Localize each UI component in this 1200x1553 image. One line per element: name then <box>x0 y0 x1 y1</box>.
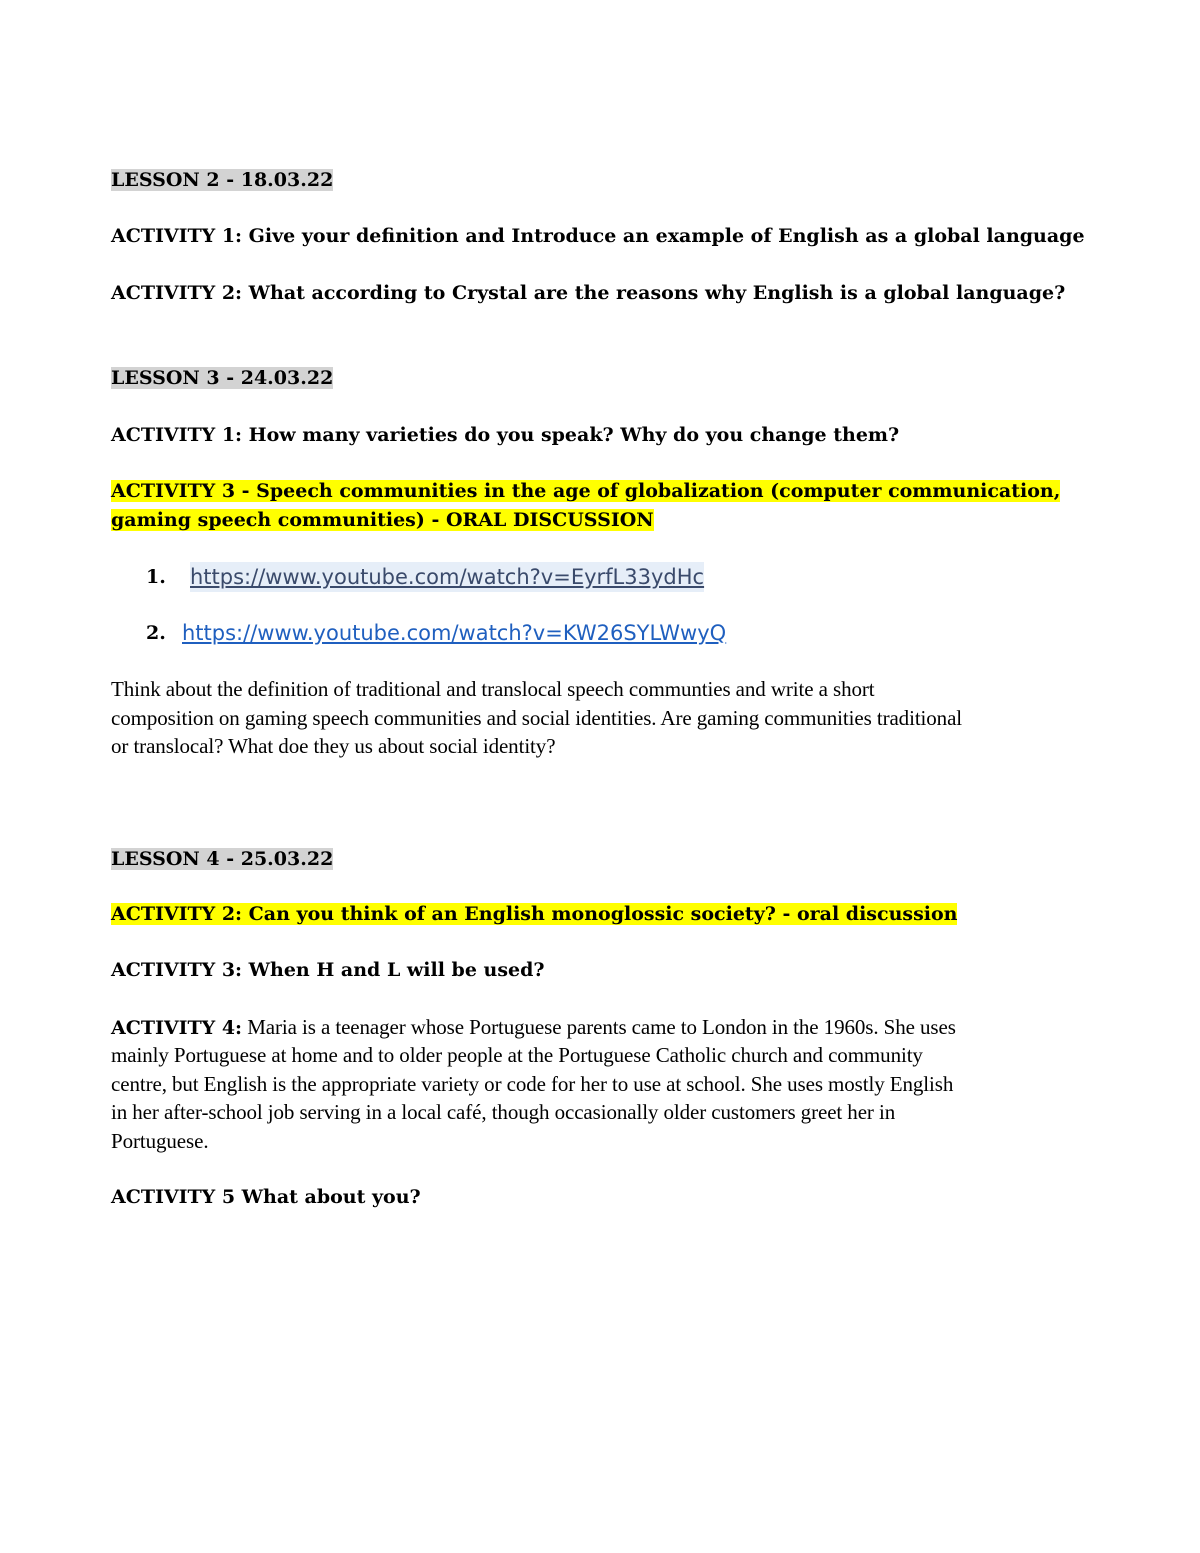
youtube-link-2[interactable]: https://www.youtube.com/watch?v=KW26SYLWwyQ <box>182 621 727 645</box>
activity-4-text-1: Maria is a teenager whose Portuguese parents came to London in the 1960s. She uses <box>242 1015 956 1039</box>
lesson-4-activity-4-line-3: centre, but English is the appropriate variety or code for her to use at school. She uses mostly English <box>111 1072 954 1096</box>
lesson-3-paragraph-line-2: composition on gaming speech communities and social identities. Are gaming communities traditional <box>111 706 963 730</box>
lesson-4-activity-4-line-5: Portuguese. <box>111 1129 209 1153</box>
lesson-4-activity-4-line-2: mainly Portuguese at home and to older people at the Portuguese Catholic church and community <box>111 1043 923 1067</box>
lesson-4-activity-4-line-1 <box>111 1013 1091 1043</box>
lesson-3-heading: LESSON 3 - 24.03.22 <box>111 367 334 389</box>
lesson-4-activity-2: ACTIVITY 2: Can you think of an English monoglossic society? - oral discussion <box>111 903 958 925</box>
lesson-4-activity-4-line-4: in her after-school job serving in a local café, though occasionally older customers greet her in <box>111 1100 896 1124</box>
lesson-3-activity-1: ACTIVITY 1: How many varieties do you speak? Why do you change them? <box>111 424 900 446</box>
lesson-2-activity-2: ACTIVITY 2: What according to Crystal are the reasons why English is a global language? <box>111 282 1066 304</box>
lesson-3-activity-3-text-1: ACTIVITY 3 - Speech communities in the age of globalization (computer communication, <box>111 480 1061 502</box>
lesson-4-heading-line <box>111 845 1091 874</box>
lesson-4-heading: LESSON 4 - 25.03.22 <box>111 848 334 870</box>
lesson-3-activity-3-line-1 <box>111 477 1091 506</box>
lesson-2-heading: LESSON 2 - 18.03.22 <box>111 169 334 191</box>
lesson-4-activity-5: ACTIVITY 5 What about you? <box>111 1186 421 1208</box>
youtube-link-1[interactable]: https://www.youtube.com/watch?v=EyrfL33ydHc <box>190 562 704 592</box>
activity-4-label: ACTIVITY 4: <box>111 1017 243 1039</box>
lesson-3-paragraph-line-3: or translocal? What doe they us about social identity? <box>111 734 556 758</box>
lesson-4-activity-3: ACTIVITY 3: When H and L will be used? <box>111 959 545 981</box>
lesson-3-activity-3-text-2: gaming speech communities) - ORAL DISCUSSION <box>111 509 654 531</box>
lesson-3-activity-3-line-2 <box>111 506 1091 535</box>
lesson-4-activity-2-line <box>111 900 1091 929</box>
lesson-3-paragraph-line-1: Think about the definition of traditional and translocal speech communties and write a short <box>111 677 875 701</box>
list-number: 2. <box>146 622 166 644</box>
lesson-2-heading-line <box>111 166 1091 195</box>
lesson-3-heading-line <box>111 364 1091 393</box>
list-number: 1. <box>146 566 166 588</box>
lesson-2-activity-1: ACTIVITY 1: Give your definition and Introduce an example of English as a global language <box>111 225 1085 247</box>
